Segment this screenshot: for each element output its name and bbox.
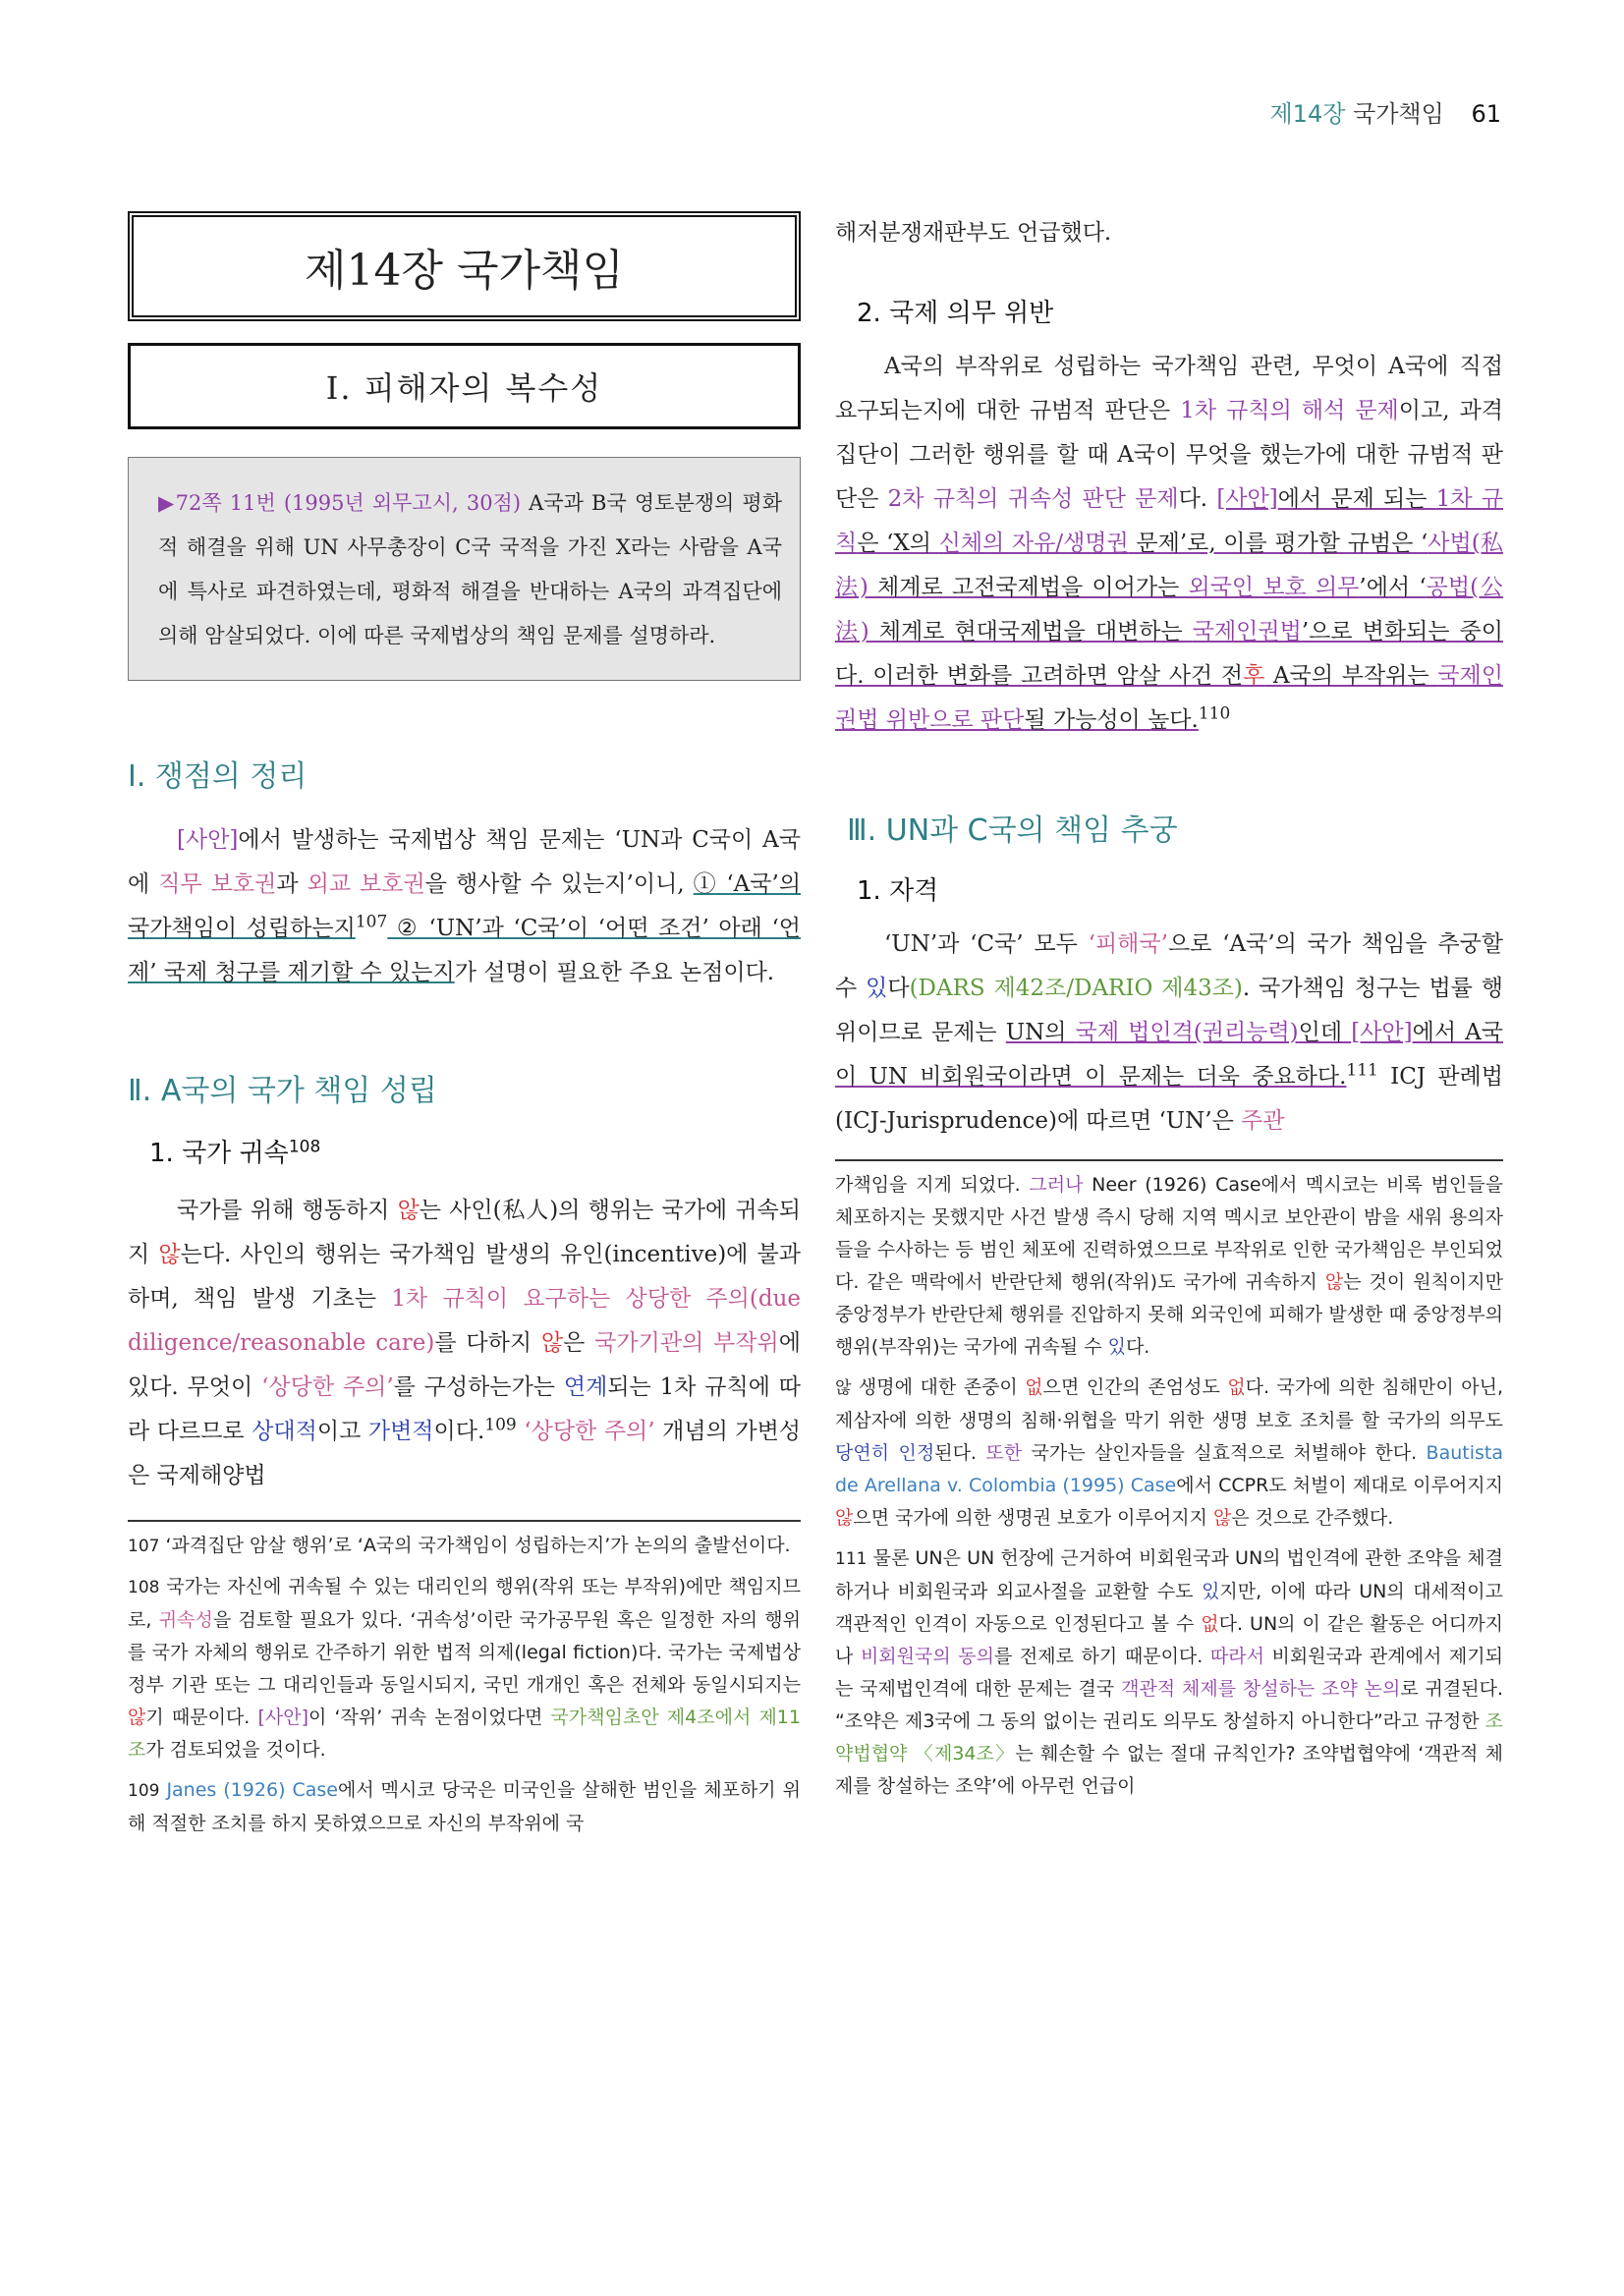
footnote-110 (835, 1372, 1503, 1535)
case-ref: Janes (1926) Case (166, 1779, 338, 1801)
text-run: 을 행사할 수 있는지’이니, (424, 871, 694, 897)
text-run: 다. (1178, 486, 1217, 512)
emphasis: 않 (540, 1330, 564, 1356)
text-run: 은 (563, 1330, 595, 1356)
underlined-text: 체계로 현대국제법을 대변하는 (868, 619, 1193, 644)
emphasis: 없 (1025, 1376, 1043, 1398)
heading-breach: 2. 국제 의무 위반 (857, 299, 1054, 328)
footnote-text: 물론 UN은 UN 헌장에 근거하여 비회원국과 UN의 법인격에 관한 조약을 체결하거나 비회원국과 외교사절을 교환할 수도 (835, 1547, 1503, 1602)
text-run: ICJ 판례법(ICJ-Jurisprudence)에 따르면 ‘UN’은 (835, 1064, 1503, 1134)
text-run: 에 있다. 무엇이 (128, 1330, 801, 1400)
footnote-rule (835, 1159, 1503, 1161)
page-header (1270, 94, 1502, 129)
text-run: 과 (276, 871, 308, 897)
text-run: A국의 부작위로 성립하는 국가책임 관련, 무엇이 A국에 직접 요구되는지에 대한 규범적 판단은 (835, 354, 1503, 423)
footnote-text: 기 때문이다. (145, 1707, 258, 1728)
emphasis: 없 (1227, 1376, 1246, 1398)
text-run: 에서 발생하는 국제법상 책임 문제는 ‘UN과 C국이 A국에 (128, 827, 801, 897)
emphasis: 않 (158, 1242, 181, 1267)
footnote-text: 지만, 이에 따라 UN의 대세적이고 객관적인 인격이 자동으로 인정된다고 볼 수 (835, 1581, 1503, 1635)
highlight-term: 1차 규칙이 요구하는 상당한 주의(due diligence/reasonable care) (128, 1286, 801, 1356)
text-run: 는 사인(私人)의 행위는 국가에 귀속되지 (128, 1198, 801, 1267)
legal-ref: 국가책임초안 제4조에서 제11조 (128, 1707, 801, 1761)
text-run: 를 구성하는가는 (393, 1374, 564, 1400)
underlined-text: 체계로 고전국제법을 이어가는 (868, 575, 1189, 600)
text-run: 되는 1차 규칙에 따라 다르므로 (128, 1374, 801, 1444)
footnote-text: 된다. (934, 1442, 986, 1464)
emphasis: 따라서 (1209, 1646, 1264, 1667)
question-box (128, 457, 801, 681)
case-ref: [사안] (1216, 486, 1278, 512)
emphasis: 않 (397, 1198, 420, 1223)
footnote-ref: 108 (288, 1137, 321, 1157)
highlight-term: 객관적 체제를 창설하는 조약 논의 (1121, 1678, 1401, 1700)
footnote-text: 에서 CCPR도 처벌이 제대로 이루어지지 (1176, 1475, 1504, 1496)
emphasis: 또한 (985, 1442, 1023, 1464)
footnote-text: 비회원국과 관계에서 제기되는 국제법인격에 대한 문제는 결국 (835, 1646, 1503, 1700)
text-run: 가 설명이 필요한 주요 논점이다. (454, 960, 775, 985)
footnote-number: 108 (128, 1578, 160, 1597)
case-ref: [사안] (1351, 1020, 1413, 1045)
highlight-term: 1차 규칙 (835, 486, 1504, 556)
emphasis: 있 (866, 976, 888, 1001)
page-number: 61 (1471, 100, 1501, 128)
footnote-text: 다. (1125, 1336, 1150, 1358)
highlight-term: 2차 규칙의 귀속성 판단 문제 (887, 486, 1179, 512)
text-run: 는다. 사인의 행위는 국가책임 발생의 유인(incentive)에 불과하며, 책임 발생 기초는 (128, 1242, 801, 1312)
heading-establishment: Ⅱ. A국의 국가 책임 성립 (128, 1074, 437, 1108)
emphasis: 않 (835, 1507, 854, 1529)
emphasis: 있 (1202, 1581, 1220, 1602)
question-ref: ▶72쪽 11번 (1995년 외무고시, 30점) (158, 491, 522, 515)
footnote-text: 를 전제로 하기 때문이다. (994, 1646, 1210, 1667)
qualification-paragraph (835, 923, 1503, 1144)
emphasis: 후 (1243, 663, 1265, 689)
footnote-text: 을 검토할 필요가 있다. ‘귀속성’이란 국가공무원 혹은 일정한 자의 행위를 국가 자체의 행위로 간주하기 위한 법적 의제(legal fiction)다. 국가는 국제법상 정부 기관 또는 그 대리인들과 동일시되지, 국민 개개인 혹은 전체와 동일시되지는 (128, 1609, 801, 1696)
footnote-ref: 111 (1346, 1060, 1378, 1081)
highlight-term: 신체의 자유/생명권 (938, 531, 1129, 556)
footnote-text: 다. UN의 이 같은 활동은 어디까지나 (835, 1613, 1503, 1667)
text-run: 으로 ‘A국’의 국가 책임을 추궁할 수 (835, 931, 1504, 1001)
emphasis: 그러나 (1029, 1174, 1084, 1196)
footnote-text: 다. 국가에 의한 침해만이 아닌, 제삼자에 의한 생명의 침해·위협을 막기 위한 생명 보호 조치를 할 국가의 의무도 (835, 1376, 1503, 1431)
header-chapter: 제14장 (1269, 100, 1346, 128)
footnote-text: 으면 국가에 의한 생명권 보호가 이루어지지 (853, 1507, 1213, 1529)
legal-ref: (DARS 제42조/DARIO 제43조) (909, 976, 1243, 1001)
attribution-paragraph (128, 1189, 801, 1498)
emphasis: 상대적 (252, 1419, 317, 1444)
text-run: 이고, 과격집단이 그러한 행위를 할 때 A국이 무엇을 했는가에 대한 규범적 판단은 (835, 398, 1504, 512)
emphasis: 당연히 인정 (835, 1442, 935, 1464)
footnote-109 (128, 1774, 801, 1840)
footnote-text: 는 것이 원칙이지만 중앙정부가 반란단체 행위를 진압하지 못해 외국인에 피해가 발생한 때 중앙정부의 행위(부작위)는 국가에 귀속될 수 (835, 1271, 1503, 1358)
footnote-text: 가 검토되었을 것이다. (145, 1739, 326, 1761)
heading-qualification: 1. 자격 (857, 876, 939, 906)
emphasis: 가변적 (367, 1419, 434, 1444)
text-run: . 국가책임 청구는 법률 행위이므로 문제는 (835, 976, 1503, 1045)
underlined-text: ’에서 ‘ (1359, 575, 1427, 600)
footnote-ref: 110 (1198, 703, 1231, 724)
emphasis: 연계 (563, 1374, 608, 1400)
underlined-text: 은 ‘X의 (857, 531, 939, 556)
highlight-term: 국제 법인격(권리능력) (1075, 1020, 1299, 1045)
footnote-text: 는 훼손할 수 없는 절대 규칙인가? 조약법협약에 ‘객관적 체제를 창설하는 조약’에 아무런 언급이 (835, 1743, 1504, 1797)
underlined-text: ’으로 변화되는 중이다. 이러한 변화를 고려하면 암살 사건 전 (835, 619, 1503, 689)
underlined-text: 에서 A국이 UN 비회원국이라면 이 문제는 더욱 중요하다. (835, 1020, 1503, 1090)
text-run: 를 다하지 (434, 1330, 541, 1356)
underlined-text: 될 가능성이 높다. (1024, 707, 1199, 733)
footnote-number: 않 (835, 1378, 852, 1398)
legal-ref: 조약법협약 〈제34조〉 (835, 1710, 1503, 1764)
footnote-108 (128, 1571, 801, 1766)
left-column (128, 211, 801, 1840)
underlined-text: ② ‘UN’과 ‘C국’이 ‘어떤 조건’ 아래 ‘언제’ 국제 청구를 제기할 수 있는지 (128, 916, 801, 985)
underlined-text: A국의 부작위는 (1264, 663, 1438, 689)
highlight-term: 공법(公法) (835, 575, 1503, 644)
highlight-term: 국제인권법 위반으로 판단 (835, 663, 1503, 733)
emphasis: 있 (1107, 1336, 1126, 1358)
footnote-number: 111 (835, 1549, 868, 1569)
footnote-text: 생명에 대한 존중이 (851, 1376, 1026, 1398)
highlight-term: 국제인권법 (1192, 619, 1302, 644)
emphasis: 않 (128, 1707, 146, 1728)
footnote-111 (835, 1542, 1503, 1803)
underlined-text: UN의 (1005, 1020, 1076, 1045)
footnote-text: 로 귀결된다. “조약은 제3국에 그 동의 없이는 권리도 의무도 창설하지 아니한다”라고 규정한 (835, 1678, 1503, 1732)
footnote-number: 109 (128, 1781, 160, 1801)
footnote-text: 국가는 자신에 귀속될 수 있는 대리인의 행위(작위 또는 부작위)에만 책임지므로, (128, 1576, 801, 1631)
footnote-text: 에서 멕시코 당국은 미국인을 살해한 범인을 체포하기 위해 적절한 조치를 하지 못하였으므로 자신의 부작위에 국 (128, 1779, 801, 1834)
emphasis: 없 (1201, 1613, 1219, 1635)
chapter-title: 제14장 국가책임 (128, 211, 801, 321)
heading-un-claims: Ⅲ. UN과 C국의 책임 추궁 (847, 813, 1178, 848)
footnote-text: 가책임을 지게 되었다. (835, 1174, 1030, 1196)
section-title-box: Ⅰ. 피해자의 복수성 (128, 343, 801, 429)
case-ref: [사안] (177, 827, 239, 853)
heading-attribution (149, 1133, 801, 1169)
right-column (835, 211, 1503, 1803)
text-run: 이다. (433, 1419, 485, 1444)
continued-text: 해저분쟁재판부도 언급했다. (835, 220, 1112, 246)
highlight-term: 외국인 보호 의무 (1188, 575, 1360, 600)
footnote-107 (128, 1530, 801, 1563)
text-run: 다 (887, 976, 910, 1001)
footnote-text: 국가는 살인자들을 실효적으로 처벌해야 한다. (1022, 1442, 1427, 1464)
heading-issues: Ⅰ. 쟁점의 정리 (128, 759, 308, 794)
highlight-term: 비회원국의 동의 (860, 1646, 994, 1667)
text-run: ‘UN’과 ‘C국’ 모두 (884, 931, 1089, 957)
text-run: 국가를 위해 행동하지 (177, 1198, 398, 1223)
breach-paragraph (835, 345, 1503, 743)
footnote-text: ‘과격집단 암살 행위’로 ‘A국의 국가책임이 성립하는지’가 논의의 출발선이다. (159, 1535, 791, 1556)
emphasis: 않 (1212, 1507, 1232, 1529)
highlight-term: 1차 규칙의 해석 문제 (1180, 398, 1399, 423)
highlight-term: ‘상당한 주의’ (524, 1419, 655, 1444)
highlight-term: ‘피해국’ (1088, 931, 1168, 957)
heading-text: 1. 국가 귀속 (149, 1139, 289, 1168)
highlight-term: 직무 보호권 (158, 871, 277, 897)
footnote-rule (128, 1520, 801, 1522)
footnote-number: 107 (128, 1537, 160, 1556)
footnote-109-cont (835, 1169, 1503, 1364)
text-run: 개념의 가변성은 국제해양법 (128, 1419, 802, 1488)
underlined-text: ① ‘A국’의 국가책임이 성립하는지 (128, 871, 802, 941)
case-ref: [사안] (257, 1707, 308, 1728)
underlined-text: 문제’로, 이를 평가할 규범은 ‘ (1128, 531, 1428, 556)
footnote-ref: 109 (484, 1415, 517, 1435)
highlight-term: 사법(私法) (835, 531, 1503, 600)
footnote-text: 으면 인간의 존엄성도 (1042, 1376, 1228, 1398)
highlight-term: 외교 보호권 (307, 871, 425, 897)
underlined-text: 에서 문제 되는 (1277, 486, 1436, 512)
footnote-text: 은 것으로 간주했다. (1231, 1507, 1394, 1529)
emphasis: 않 (1324, 1271, 1344, 1293)
question-text: A국과 B국 영토분쟁의 평화적 해결을 위해 UN 사무총장이 C국 국적을 가진 X라는 사람을 A국에 특사로 파견하였는데, 평화적 해결을 반대하는 A국의 과격집단에 의해 암살되었다. 이에 따른 국제법상의 책임 문제를 설명하라. (158, 491, 782, 647)
case-ref: Bautista de Arellana v. Colombia (1995) Case (835, 1442, 1503, 1496)
footnote-text: 이 ‘작위’ 귀속 논점이었다면 (308, 1707, 551, 1728)
underlined-text: 인데 (1298, 1020, 1352, 1045)
issue-paragraph (128, 818, 801, 995)
header-title: 국가책임 (1353, 100, 1444, 128)
text-run: 이고 (316, 1419, 368, 1444)
highlight-term: 주관 (1241, 1108, 1285, 1134)
highlight-term: 귀속성 (158, 1609, 213, 1631)
footnote-text: Neer (1926) Case에서 멕시코는 비록 범인들을 체포하지는 못했지만 사건 발생 즉시 당해 지역 멕시코 보안관이 밤을 새워 용의자들을 수사하는 등 범인 체포에 진력하였으므로 부작위로 인한 국가책임은 부인되었다. 같은 맥락에서 반란단체 행위(작위)도 국가에 귀속하지 (835, 1174, 1503, 1293)
highlight-term: 국가기관의 부작위 (594, 1330, 779, 1356)
highlight-term: ‘상당한 주의’ (261, 1374, 394, 1400)
footnote-ref: 107 (355, 912, 388, 932)
